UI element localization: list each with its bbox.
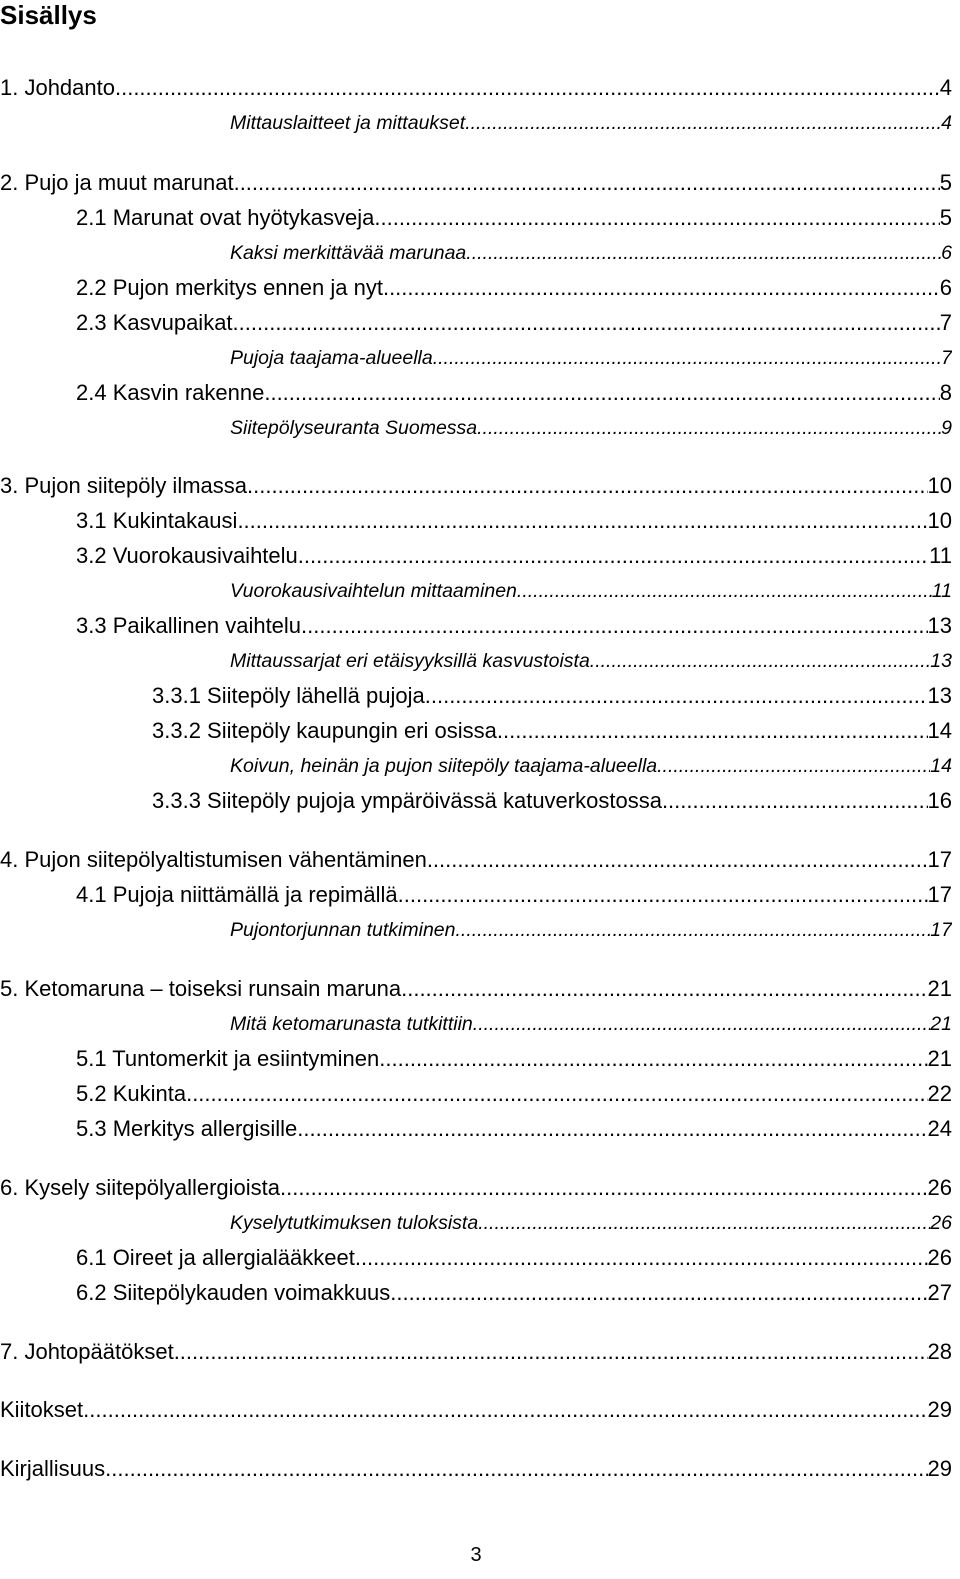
toc-entry[interactable]	[0, 471, 952, 499]
toc-entry[interactable]	[76, 308, 952, 336]
toc-entry-label: 2. Pujo ja muut marunat	[0, 170, 234, 195]
toc-entry[interactable]	[230, 343, 952, 371]
toc-dot-leader	[105, 1456, 927, 1482]
toc-entry-label: Siitepölyseuranta Suomessa	[230, 417, 478, 439]
toc-entry-label: Pujoja taajama-alueella	[230, 347, 433, 369]
toc-dot-leader	[383, 275, 940, 301]
toc-dot-leader	[465, 110, 941, 136]
toc-entry-page: 6	[939, 275, 952, 300]
toc-entry-label: Pujontorjunnan tutkiminen	[230, 919, 456, 941]
toc-dot-leader	[427, 847, 928, 873]
toc-entry[interactable]	[230, 576, 952, 604]
toc-dot-leader	[174, 1339, 928, 1365]
toc-entry-label: 2.4 Kasvin rakenne	[76, 380, 265, 405]
toc-entry[interactable]	[76, 541, 952, 569]
toc-entry[interactable]	[76, 1278, 952, 1306]
toc-entry-label: 1. Johdanto	[0, 75, 115, 100]
toc-dot-leader	[657, 753, 930, 779]
toc-dot-leader	[517, 578, 932, 604]
toc-entry-label: 3.2 Vuorokausivaihtelu	[76, 543, 298, 568]
toc-entry-page: 7	[939, 310, 952, 335]
toc-entry-label: Koivun, heinän ja pujon siitepöly taajama-alueella	[230, 755, 658, 777]
toc-entry-label: 6.1 Oireet ja allergialääkkeet	[76, 1245, 355, 1270]
toc-dot-leader	[662, 788, 928, 814]
toc-entry-page: 11	[929, 543, 952, 568]
toc-entry-page: 13	[930, 650, 952, 672]
toc-entry-label: Mittauslaitteet ja mittaukset	[230, 112, 466, 134]
toc-dot-leader	[374, 205, 939, 231]
toc-entry-page: 13	[927, 613, 952, 638]
toc-entry-label: 5.2 Kukinta	[76, 1081, 187, 1106]
toc-entry-page: 24	[927, 1116, 952, 1141]
toc-entry[interactable]	[0, 974, 952, 1002]
toc-entry[interactable]	[0, 1454, 952, 1482]
toc-entry[interactable]	[230, 108, 952, 136]
toc-dot-leader	[497, 718, 928, 744]
toc-dot-leader	[298, 543, 929, 569]
toc-entry[interactable]	[0, 845, 952, 873]
toc-dot-leader	[398, 882, 928, 908]
toc-entry-page: 5	[939, 170, 952, 195]
toc-entry[interactable]	[0, 73, 952, 101]
toc-dot-leader	[297, 1116, 927, 1142]
toc-entry-page: 14	[927, 718, 952, 743]
toc-entry-page: 4	[941, 112, 952, 134]
toc-entry[interactable]	[0, 1395, 952, 1423]
toc-entry-page: 21	[930, 1013, 952, 1035]
toc-entry[interactable]	[76, 1044, 952, 1072]
toc-entry-label: 4.1 Pujoja niittämällä ja repimällä	[76, 882, 398, 907]
toc-entry-page: 28	[927, 1339, 952, 1364]
toc-dot-leader	[264, 380, 939, 406]
toc-dot-leader	[355, 1245, 928, 1271]
toc-entry-label: 7. Johtopäätökset	[0, 1339, 174, 1364]
toc-entry-page: 6	[941, 242, 952, 264]
toc-entry-label: Kiitokset	[0, 1397, 84, 1422]
toc-entry-label: 5.3 Merkitys allergisille	[76, 1116, 298, 1141]
toc-dot-leader	[186, 1081, 927, 1107]
toc-entry-label: 3.3 Paikallinen vaihtelu	[76, 613, 302, 638]
toc-dot-leader	[478, 1210, 930, 1236]
toc-entry[interactable]	[76, 378, 952, 406]
toc-dot-leader	[247, 473, 928, 499]
page-title: Sisällys	[0, 0, 97, 30]
toc-dot-leader	[466, 240, 941, 266]
toc-entry[interactable]	[152, 786, 952, 814]
toc-entry-label: 3.3.1 Siitepöly lähellä pujoja	[152, 683, 425, 708]
toc-entry-page: 29	[927, 1456, 952, 1481]
toc-entry-page: 26	[930, 1212, 952, 1234]
toc-entry[interactable]	[230, 646, 952, 674]
toc-dot-leader	[425, 683, 928, 709]
toc-entry-label: Kirjallisuus	[0, 1456, 106, 1481]
toc-entry-label: Kyselytutkimuksen tuloksista	[230, 1212, 479, 1234]
toc-entry-label: 2.2 Pujon merkitys ennen ja nyt	[76, 275, 383, 300]
toc-entry-label: 2.3 Kasvupaikat	[76, 310, 233, 335]
toc-entry[interactable]	[152, 681, 952, 709]
toc-entry[interactable]	[230, 751, 952, 779]
toc-entry-page: 29	[927, 1397, 952, 1422]
toc-entry[interactable]	[76, 273, 952, 301]
toc-entry[interactable]	[0, 1173, 952, 1201]
toc-entry-page: 8	[939, 380, 952, 405]
toc-entry-page: 17	[927, 847, 952, 872]
toc-entry-page: 10	[927, 508, 952, 533]
toc-dot-leader	[401, 976, 927, 1002]
toc-dot-leader	[115, 75, 940, 101]
toc-dot-leader	[83, 1397, 927, 1423]
toc-entry[interactable]	[230, 1208, 952, 1236]
toc-entry-label: 3.3.2 Siitepöly kaupungin eri osissa	[152, 718, 497, 743]
page-number: 3	[470, 1544, 482, 1566]
toc-dot-leader	[280, 1175, 927, 1201]
toc-entry[interactable]	[152, 716, 952, 744]
toc-entry-page: 26	[927, 1175, 952, 1200]
toc-entry[interactable]	[76, 1079, 952, 1107]
toc-dot-leader	[477, 415, 941, 441]
toc-dot-leader	[237, 508, 927, 534]
toc-entry-label: Vuorokausivaihtelun mittaaminen	[230, 580, 517, 602]
toc-entry-page: 11	[931, 580, 952, 602]
toc-entry[interactable]	[76, 1114, 952, 1142]
toc-dot-leader	[433, 345, 941, 371]
toc-entry-page: 17	[930, 919, 952, 941]
toc-entry-page: 22	[927, 1081, 952, 1106]
toc-entry[interactable]	[76, 611, 952, 639]
toc-entry-label: Mittaussarjat eri etäisyyksillä kasvustoista	[230, 650, 590, 672]
toc-entry-page: 9	[941, 417, 952, 439]
toc-entry-label: 3.3.3 Siitepöly pujoja ympäröivässä katuverkostossa	[152, 788, 662, 813]
toc-entry-page: 7	[941, 347, 952, 369]
toc-entry-label: 6.2 Siitepölykauden voimakkuus	[76, 1280, 391, 1305]
toc-entry[interactable]	[76, 203, 952, 231]
toc-entry-label: 3. Pujon siitepöly ilmassa	[0, 473, 248, 498]
toc-dot-leader	[233, 310, 940, 336]
toc-entry-label: 5.1 Tuntomerkit ja esiintyminen	[76, 1046, 380, 1071]
toc-entry-page: 14	[930, 755, 952, 777]
toc-entry-page: 16	[927, 788, 952, 813]
toc-entry[interactable]	[76, 1243, 952, 1271]
toc-dot-leader	[379, 1046, 927, 1072]
toc-entry[interactable]	[0, 1337, 952, 1365]
toc-entry-label: 6. Kysely siitepölyallergioista	[0, 1175, 281, 1200]
toc-entry-page: 10	[927, 473, 952, 498]
toc-entry-page: 5	[939, 205, 952, 230]
toc-entry-page: 21	[927, 976, 952, 1001]
toc-dot-leader	[390, 1280, 927, 1306]
toc-dot-leader	[301, 613, 927, 639]
toc-entry-page: 13	[927, 683, 952, 708]
toc-entry-label: 2.1 Marunat ovat hyötykasveja	[76, 205, 375, 230]
toc-entry-page: 26	[927, 1245, 952, 1270]
toc-entry[interactable]	[230, 413, 952, 441]
toc-dot-leader	[455, 917, 930, 943]
toc-entry-page: 21	[927, 1046, 952, 1071]
toc-dot-leader	[473, 1011, 931, 1037]
toc-entry[interactable]	[76, 880, 952, 908]
toc-entry-page: 4	[939, 75, 952, 100]
toc-entry-page: 27	[927, 1280, 952, 1305]
toc-entry[interactable]	[230, 238, 952, 266]
toc-entry-label: 5. Ketomaruna – toiseksi runsain maruna	[0, 976, 402, 1001]
toc-entry[interactable]	[76, 506, 952, 534]
toc-entry[interactable]	[0, 168, 952, 196]
toc-entry[interactable]	[230, 915, 952, 943]
toc-entry-label: 3.1 Kukintakausi	[76, 508, 238, 533]
toc-entry-label: Kaksi merkittävää marunaa	[230, 242, 467, 264]
toc-entry-label: 4. Pujon siitepölyaltistumisen vähentäminen	[0, 847, 427, 872]
toc-entry[interactable]	[230, 1009, 952, 1037]
toc-entry-page: 17	[927, 882, 952, 907]
toc-dot-leader	[590, 648, 931, 674]
toc-dot-leader	[234, 170, 940, 196]
toc-entry-label: Mitä ketomarunasta tutkittiin	[230, 1013, 473, 1035]
